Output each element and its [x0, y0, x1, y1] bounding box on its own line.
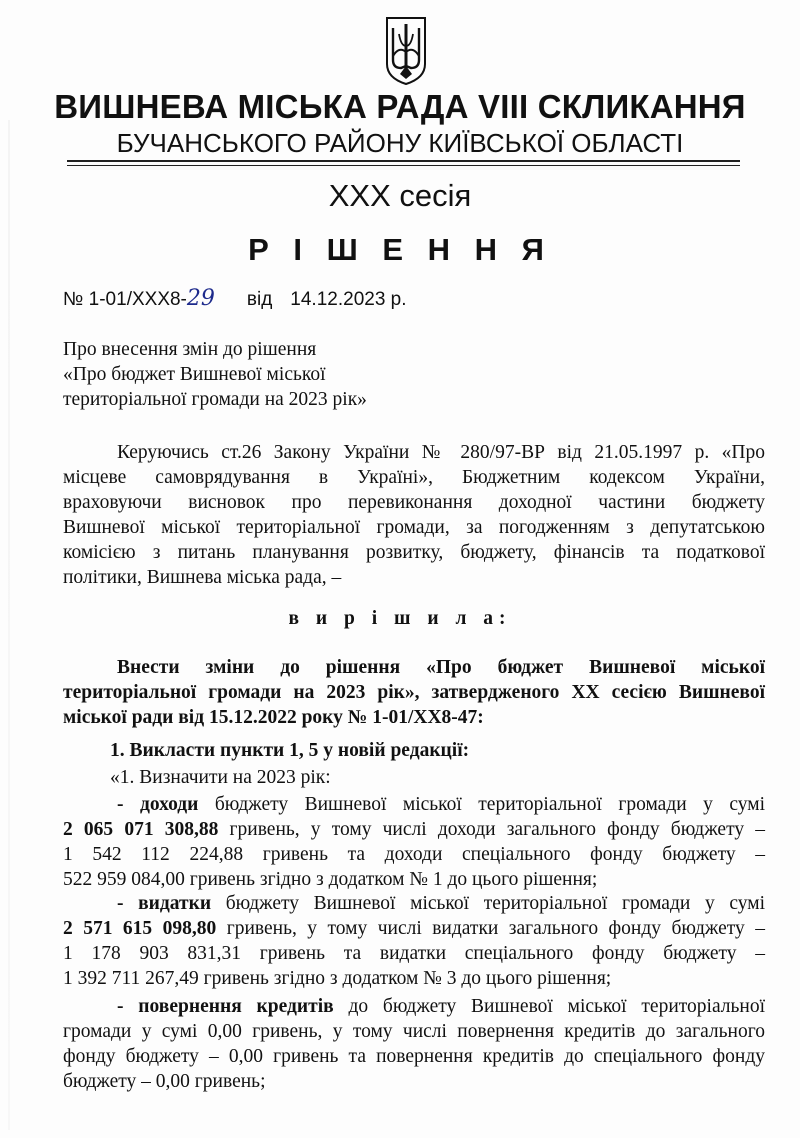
income-line-1 — [63, 792, 765, 817]
expense-line-2 — [63, 916, 765, 941]
income-line-3: 1 542 112 224,88 гривень та доходи спеціального фонду бюджету – — [63, 844, 765, 865]
registration-line — [63, 286, 407, 311]
preamble-line: Вишневої міської територіальної громади, за погодженням з депутатською — [63, 517, 765, 538]
preamble-paragraph — [63, 440, 765, 590]
header-rule-thin — [67, 165, 740, 166]
income-term: - доходи — [117, 794, 199, 815]
expense-term: - видатки — [117, 893, 212, 914]
document-type: Р І Ш Е Н Н Я — [248, 232, 552, 267]
credit-line-3: фонду бюджету – 0,00 гривень та повернення кредитів до спеціального фонду — [63, 1046, 765, 1067]
handwritten-number: 29 — [186, 286, 215, 311]
subject-line: «Про бюджет Вишневої міської — [63, 364, 326, 385]
decided-heading: в и р і ш и л а: — [288, 608, 512, 629]
preamble-line: політики, Вишнева міська рада, – — [63, 567, 342, 588]
credit-term: - повернення кредитів — [117, 996, 334, 1017]
preamble-line: місцеве самоврядування в Україні», Бюджетним кодексом України, — [63, 467, 765, 488]
subject-line: територіальної громади на 2023 рік» — [63, 389, 367, 410]
income-text: гривень, у тому числі доходи загального фонду бюджету – — [218, 819, 765, 840]
credit-line-4: бюджету – 0,00 гривень; — [63, 1071, 266, 1092]
council-name: ВИШНЕВА МІСЬКА РАДА VIII СКЛИКАННЯ — [54, 88, 746, 125]
preamble-line: Керуючись ст.26 Закону України № 280/97-ВР від 21.05.1997 р. «Про — [117, 442, 765, 463]
preamble-line: враховуючи висновок про перевиконання доходної частини бюджету — [63, 492, 765, 513]
decision-date: 14.12.2023 р. — [290, 289, 407, 310]
trident-emblem-icon — [383, 16, 429, 86]
expense-text: бюджету Вишневої міської територіальної громади у сумі — [211, 893, 765, 914]
header-rule — [67, 160, 740, 162]
income-paragraph — [63, 792, 765, 892]
income-amount: 2 065 071 308,88 — [63, 819, 219, 840]
intro-line: Внести зміни до рішення «Про бюджет Вишневої міської — [117, 657, 765, 678]
session-title: XXX сесія — [328, 178, 472, 213]
subject-line: Про внесення змін до рішення — [63, 339, 317, 360]
expense-line-3: 1 178 903 831,31 гривень та видатки спеціального фонду бюджету – — [63, 943, 765, 964]
expense-line-1 — [63, 891, 765, 916]
expense-amount: 2 571 615 098,80 — [63, 918, 217, 939]
income-line-4: 522 959 084,00 гривень згідно з додатком № 1 до цього рішення; — [63, 869, 598, 890]
intro-line: територіальної громади на 2023 рік», затвердженого XX сесією Вишневої — [63, 682, 765, 703]
define-line — [110, 765, 760, 790]
intro-line: міської ради від 15.12.2022 року № 1-01/XX8-47: — [63, 707, 484, 728]
amendment-intro — [63, 655, 765, 730]
item-1-heading — [110, 738, 760, 763]
credit-line-2: громади у сумі 0,00 гривень, у тому числі повернення кредитів до загального — [63, 1021, 765, 1042]
income-line-2 — [63, 817, 765, 842]
credit-line-1 — [63, 994, 765, 1019]
council-region: БУЧАНСЬКОГО РАЙОНУ КИЇВСЬКОЇ ОБЛАСТІ — [116, 128, 684, 158]
expense-paragraph — [63, 891, 765, 991]
date-label: від — [246, 289, 273, 310]
credit-paragraph — [63, 994, 765, 1094]
item-1-text: 1. Викласти пункти 1, 5 у новій редакції: — [110, 740, 470, 761]
decision-subject — [63, 337, 403, 412]
preamble-line: комісією з питань планування розвитку, бюджету, фінансів та податкової — [63, 542, 765, 563]
decision-number-prefix: № 1-01/XXX8- — [63, 289, 187, 310]
income-text: бюджету Вишневої міської територіальної громади у сумі — [198, 794, 765, 815]
credit-text: до бюджету Вишневої міської територіальної — [333, 996, 765, 1017]
expense-line-4: 1 392 711 267,49 гривень згідно з додатком № 3 до цього рішення; — [63, 968, 612, 989]
expense-text: гривень, у тому числі видатки загального фонду бюджету – — [216, 918, 765, 939]
define-text: «1. Визначити на 2023 рік: — [110, 767, 331, 788]
